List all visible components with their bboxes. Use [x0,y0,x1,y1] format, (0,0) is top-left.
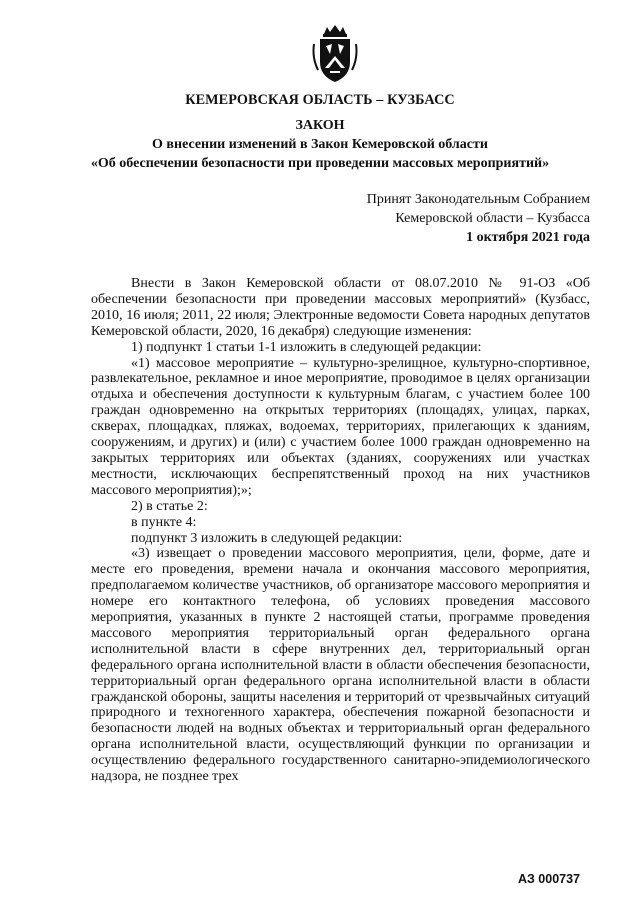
adoption-line-2: Кемеровской области – Кузбасса [395,211,590,226]
document-type: ЗАКОН [295,118,345,133]
adoption-date: 1 октября 2021 года [466,230,590,245]
item-2: 2) в статье 2: [131,498,208,514]
coat-of-arms-icon [310,24,360,84]
law-title-line-2: «Об обеспечении безопасности при проведении массовых мероприятий» [90,156,550,171]
region-heading: КЕМЕРОВСКАЯ ОБЛАСТЬ – КУЗБАСС [185,92,455,108]
item-2-point: в пункте 4: [131,514,197,530]
item-1: 1) подпункт 1 статьи 1-1 изложить в следующей редакции: [131,339,482,355]
item-1-text: «1) массовое мероприятие – культурно-зрелищное, культурно-спортивное, развлекательное, рекламное и иное мероприятие, проводимое в целях организации отдыха и обеспечения доступности к культурным благам, с участием более 100 граждан одновременно на открытых территориях (площадях, улицах, парках, скверах, площадках, пляжах, водоемах, территориях, прилегающих к зданиям, сооружениям, и других) и (или) с участием более 1000 граждан одновременно на закрытых территориях или объектах (зданиях, сооружениях или участках местности, исключающих беспрепятственный проход на них участников массового мероприятия);»; [91,355,590,498]
document-number: АЗ 000737 [517,872,580,886]
intro-paragraph: Внести в Закон Кемеровской области от 08.07.2010 № 91-ОЗ «Об обеспечении безопасности при проведении массовых мероприятий» (Кузбасс, 2010, 16 июля; 2011, 22 июля; Электронные ведомости Совета народных депутатов Кемеровской области, 2020, 16 декабря) следующие изменения: [91,276,590,339]
adoption-line-1: Принят Законодательным Собранием [366,192,590,207]
law-body [91,276,590,785]
item-2-text: «3) извещает о проведении массового мероприятия, цели, форме, дате и месте его проведения, времени начала и окончания массового мероприятия, предполагаемом количестве участников, об организаторе массового мероприятия и номере его контактного телефона, об условиях проведения массового мероприятия, указанных в пункте 2 настоящей статьи, программе проведения массового мероприятия территориальный орган федерального органа исполнительной власти в сфере внутренних дел, территориальный орган федерального органа исполнительной власти в области обеспечения безопасности, территориальный орган федерального органа исполнительной власти в области гражданской обороны, защиты населения и территорий от чрезвычайных ситуаций природного и техногенного характера, обеспечения пожарной безопасности и безопасности людей на водных объектах и территориальный орган федерального органа исполнительной власти, осуществляющий функции по организации и осуществлению федерального государственного санитарно-эпидемиологического надзора, не позднее трех [91,546,590,785]
law-title-line-1: О внесении изменений в Закон Кемеровской области [152,137,488,152]
item-2-subpoint: подпункт 3 изложить в следующей редакции: [131,530,403,546]
